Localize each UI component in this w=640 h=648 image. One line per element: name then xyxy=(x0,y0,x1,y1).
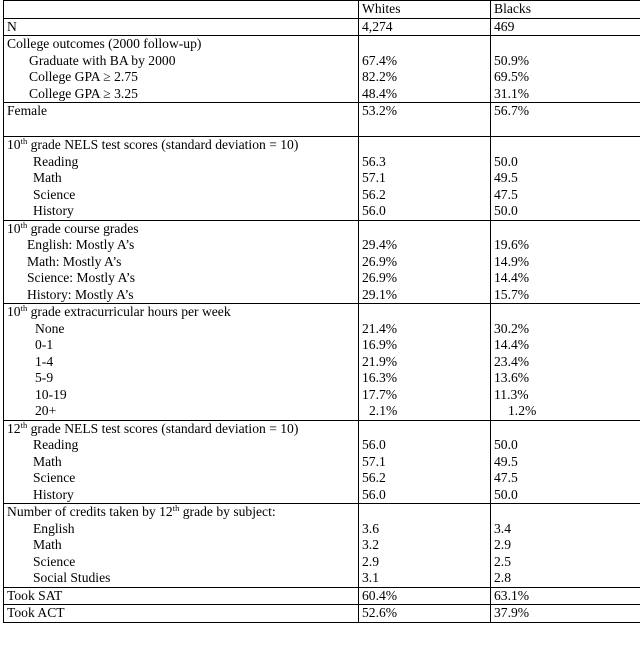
female-row xyxy=(4,103,640,137)
group-title: 12th grade NELS test scores (standard deviation = 10) xyxy=(7,419,299,436)
blacks-value: 56.7% xyxy=(494,103,530,118)
sat-row xyxy=(4,588,640,606)
whites-value: 56.2 xyxy=(362,186,386,202)
college-outcomes-group xyxy=(4,36,640,103)
blacks-value: 23.4% xyxy=(494,353,530,369)
blacks-value: 37.9% xyxy=(494,605,530,620)
row-label: Math xyxy=(33,453,62,469)
blacks-value: 31.1% xyxy=(494,85,530,101)
row-label: Math xyxy=(33,537,62,552)
act-row xyxy=(4,605,640,623)
whites-value: 26.9% xyxy=(362,270,398,285)
whites-value: 29.4% xyxy=(362,237,398,252)
row-label: History: Mostly A’s xyxy=(27,286,134,302)
blacks-value: 63.1% xyxy=(494,587,530,603)
whites-value: 21.4% xyxy=(362,320,398,336)
whites-value: 56.2 xyxy=(362,470,386,485)
row-label: 5-9 xyxy=(35,370,54,385)
whites-value: 2.9 xyxy=(362,553,379,569)
row-label: History xyxy=(33,203,74,218)
blacks-value: 469 xyxy=(494,18,515,34)
whites-value: 67.4% xyxy=(362,52,398,68)
whites-value: 29.1% xyxy=(362,286,398,302)
header-blank xyxy=(7,1,358,18)
row-label: History xyxy=(33,486,74,502)
row-label: Reading xyxy=(33,153,79,169)
whites-value: 2.1% xyxy=(369,403,398,418)
row-label: Math xyxy=(33,170,62,185)
blacks-value: 14.4% xyxy=(494,337,530,352)
whites-value: 82.2% xyxy=(362,69,398,84)
blacks-value: 1.2% xyxy=(508,403,537,418)
whites-value: 57.1 xyxy=(362,453,386,469)
whites-value: 3.2 xyxy=(362,537,379,552)
row-label: N xyxy=(7,18,17,34)
group-title: 10th grade course grades xyxy=(7,219,139,236)
group-title: College outcomes (2000 follow-up) xyxy=(7,36,202,51)
blacks-value: 50.0 xyxy=(494,153,518,169)
blacks-value: 47.5 xyxy=(494,186,518,202)
blacks-value: 2.9 xyxy=(494,537,511,552)
whites-value: 52.6% xyxy=(362,605,398,620)
row-label: Graduate with BA by 2000 xyxy=(29,52,176,68)
whites-value: 48.4% xyxy=(362,85,398,101)
nels-12th-group xyxy=(4,421,640,505)
row-label: Took SAT xyxy=(7,587,63,603)
row-label: Social Studies xyxy=(33,570,111,585)
group-title: Number of credits taken by 12th grade by subject: xyxy=(7,503,276,519)
whites-value: 21.9% xyxy=(362,353,398,369)
extracurricular-10th-group xyxy=(4,304,640,421)
group-title: 10th grade extracurricular hours per week xyxy=(7,303,231,319)
blacks-value: 2.8 xyxy=(494,570,511,585)
whites-value: 16.3% xyxy=(362,370,398,385)
header-blacks: Blacks xyxy=(494,1,531,16)
whites-value: 60.4% xyxy=(362,587,398,603)
blacks-value: 3.4 xyxy=(494,520,511,536)
blacks-value: 50.0 xyxy=(494,437,518,452)
credits-group xyxy=(4,504,640,588)
blacks-value: 47.5 xyxy=(494,470,518,485)
row-label: Math: Mostly A’s xyxy=(27,253,122,269)
nels-10th-group xyxy=(4,137,640,221)
blacks-value: 49.5 xyxy=(494,170,518,185)
grades-10th-group xyxy=(4,221,640,305)
whites-value: 3.6 xyxy=(362,520,379,536)
row-label: 10-19 xyxy=(35,386,67,402)
row-label: 1-4 xyxy=(35,353,54,369)
row-label: Female xyxy=(7,103,48,118)
blacks-value: 14.4% xyxy=(494,270,530,285)
n-row xyxy=(4,19,640,37)
row-label: English xyxy=(33,520,75,536)
blacks-value: 49.5 xyxy=(494,453,518,469)
row-label: None xyxy=(35,320,65,336)
whites-value: 57.1 xyxy=(362,170,386,185)
row-label: Took ACT xyxy=(7,605,65,620)
blacks-value: 19.6% xyxy=(494,237,530,252)
blacks-value: 30.2% xyxy=(494,320,530,336)
group-title: 10th grade NELS test scores (standard deviation = 10) xyxy=(7,136,299,152)
blacks-value: 50.9% xyxy=(494,52,530,68)
row-label: Science xyxy=(33,470,76,485)
blacks-value: 15.7% xyxy=(494,286,530,302)
blacks-value: 11.3% xyxy=(494,386,529,402)
header-whites: Whites xyxy=(362,1,401,16)
row-label: Science: Mostly A’s xyxy=(27,270,135,285)
header-row xyxy=(4,1,640,19)
whites-value: 56.3 xyxy=(362,153,386,169)
row-label: Science xyxy=(33,186,76,202)
whites-value: 56.0 xyxy=(362,486,386,502)
comparison-table xyxy=(3,0,640,623)
blacks-value: 2.5 xyxy=(494,553,511,569)
row-label: English: Mostly A’s xyxy=(27,237,135,252)
row-label: 0-1 xyxy=(35,337,54,352)
blacks-value: 50.0 xyxy=(494,203,518,218)
row-label: College GPA ≥ 2.75 xyxy=(29,69,138,84)
whites-value: 26.9% xyxy=(362,253,398,269)
blacks-value: 50.0 xyxy=(494,486,518,502)
whites-value: 16.9% xyxy=(362,337,398,352)
row-label: Reading xyxy=(33,437,79,452)
whites-value: 53.2% xyxy=(362,103,398,118)
blacks-value: 69.5% xyxy=(494,69,530,84)
row-label: College GPA ≥ 3.25 xyxy=(29,85,138,101)
whites-value: 4,274 xyxy=(362,18,393,34)
row-label: 20+ xyxy=(35,403,57,418)
whites-value: 56.0 xyxy=(362,203,386,218)
blacks-value: 14.9% xyxy=(494,253,530,269)
whites-value: 56.0 xyxy=(362,437,386,452)
whites-value: 3.1 xyxy=(362,570,379,585)
row-label: Science xyxy=(33,553,76,569)
blacks-value: 13.6% xyxy=(494,370,530,385)
whites-value: 17.7% xyxy=(362,386,398,402)
